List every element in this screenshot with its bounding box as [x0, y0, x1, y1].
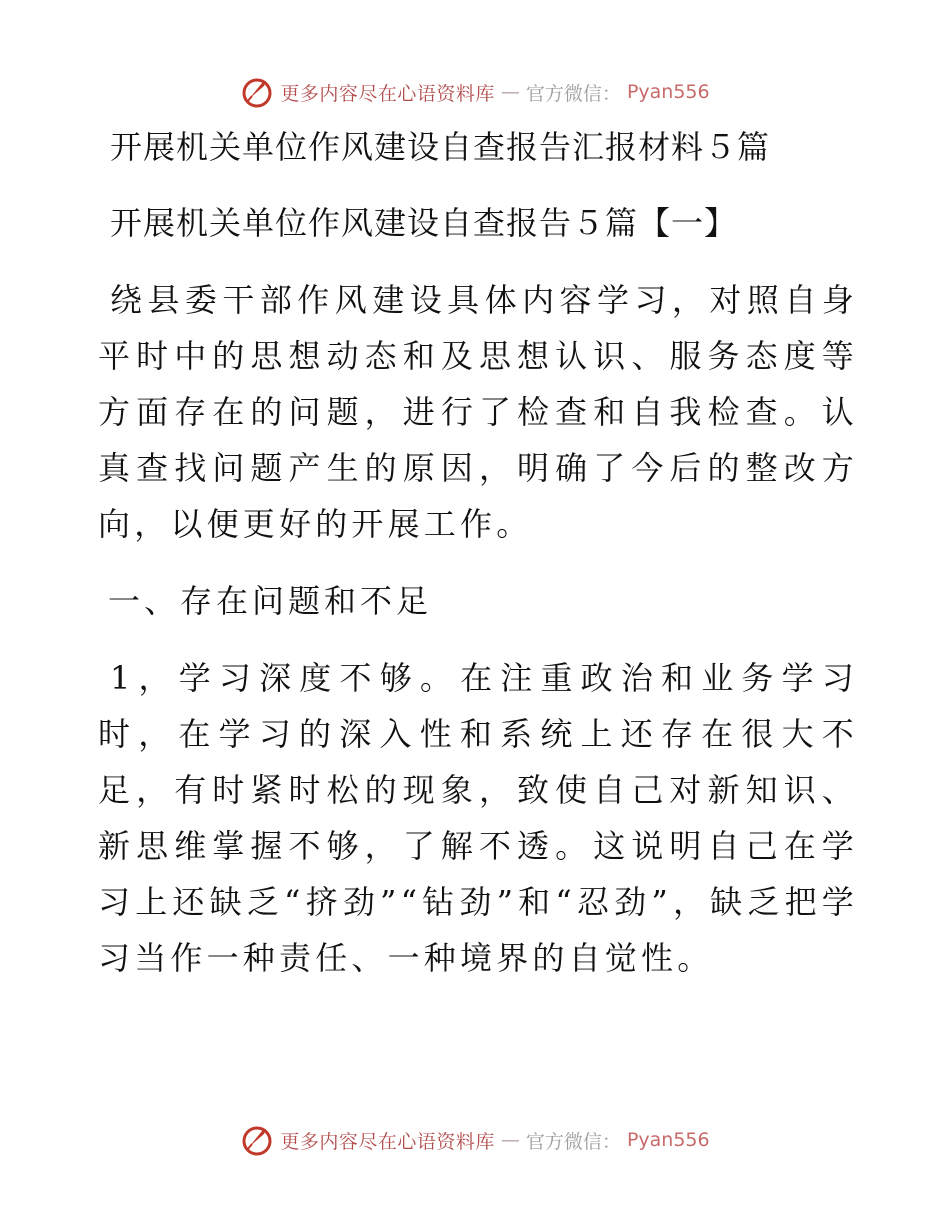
watermark-wechat-label: 官方微信：: [525, 1130, 621, 1153]
header-watermark: [0, 72, 950, 112]
document-subtitle: 开展机关单位作风建设自查报告５篇【一】: [110, 204, 738, 242]
watermark-wechat-id: Pyan556: [626, 81, 710, 103]
watermark-dash: —: [500, 81, 520, 103]
point-1-paragraph: 1，学习深度不够。在注重政治和业务学习时，在学习的深入性和系统上还存在很大不足，有时紧时松的现象，致使自己对新知识、新思维掌握不够，了解不透。这说明自己在学习上还缺乏“挤劲”“钻劲”和“忍劲”，缺乏把学习当作一种责任、一种境界的自觉性。: [98, 659, 858, 977]
footer-watermark: [0, 1120, 950, 1160]
watermark-brand: 更多内容尽在心语资料库: [280, 1130, 495, 1153]
watermark-dash: —: [500, 1129, 520, 1151]
watermark-wechat-label: 官方微信：: [525, 82, 621, 105]
quill-logo-icon: [240, 75, 274, 109]
watermark-brand: 更多内容尽在心语资料库: [280, 82, 495, 105]
watermark-wechat-id: Pyan556: [626, 1129, 710, 1151]
document-body: [98, 120, 858, 1008]
intro-paragraph: 绕县委干部作风建设具体内容学习，对照自身平时中的思想动态和及思想认识、服务态度等方面存在的问题，进行了检查和自我检查。认真查找问题产生的原因，明确了今后的整改方向，以便更好的开展工作。: [98, 281, 858, 543]
quill-logo-icon: [240, 1123, 274, 1157]
section-heading: 一、存在问题和不足: [108, 582, 433, 620]
document-title: 开展机关单位作风建设自查报告汇报材料５篇: [110, 128, 771, 166]
